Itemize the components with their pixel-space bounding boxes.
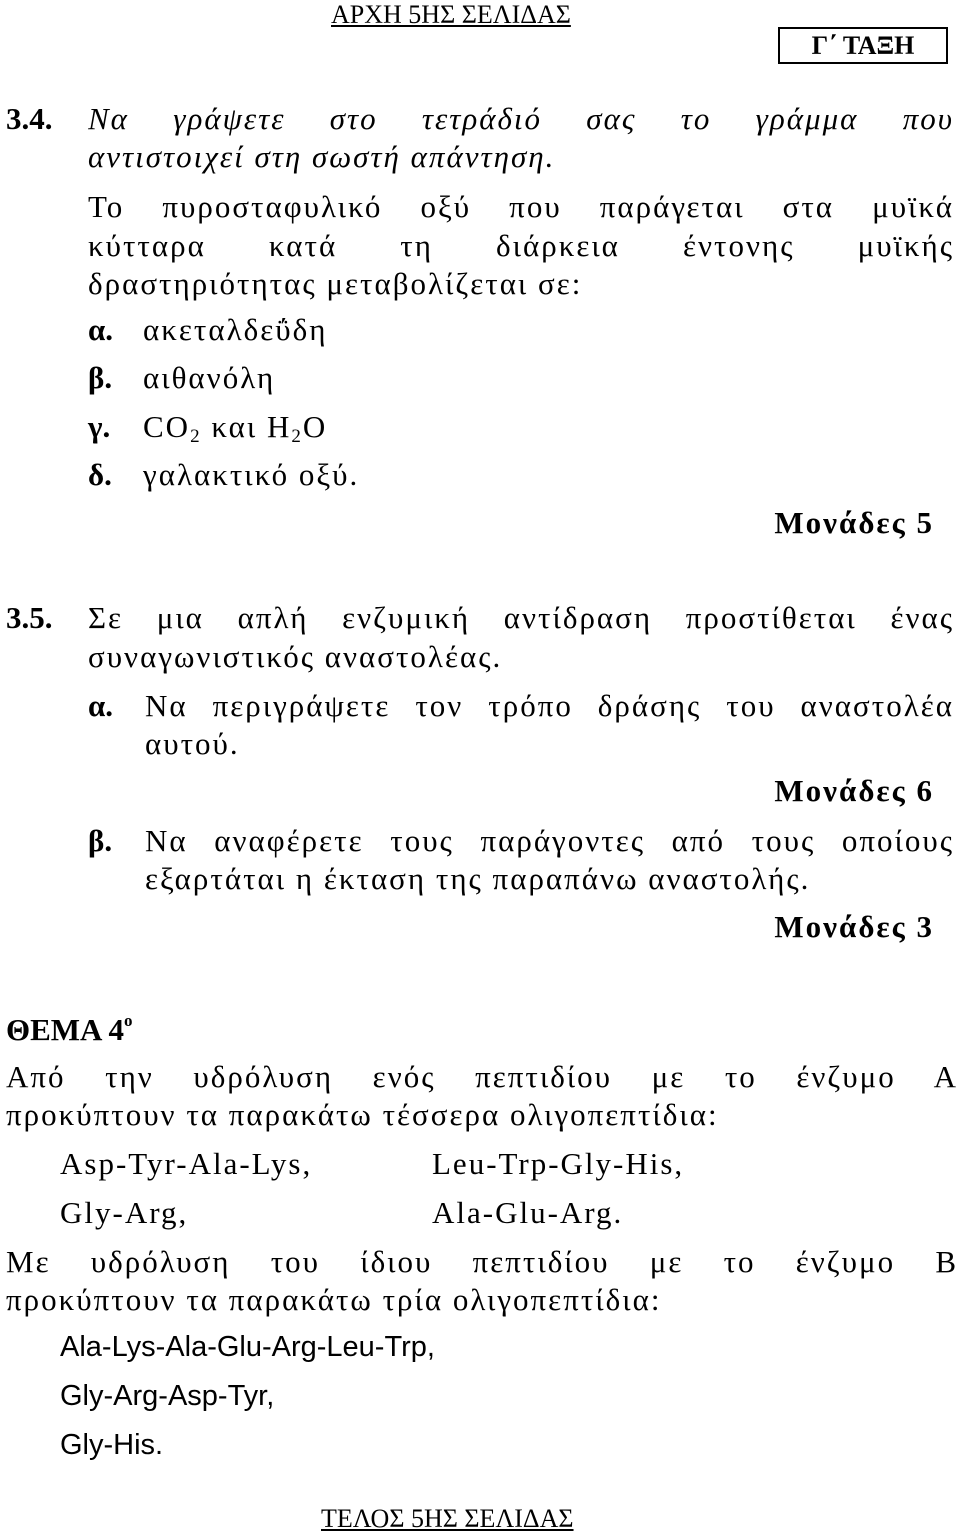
question-3-5-b-line2: εξαρτάται η έκταση της παραπάνω αναστολής. <box>145 861 811 896</box>
peptide-a-2: Leu-Trp-Gly-His, <box>432 1146 685 1181</box>
option-text-a: ακεταλδεΰδη <box>143 312 328 347</box>
question-3-5-stem-line2: συναγωνιστικός αναστολέας. <box>88 639 503 674</box>
question-3-4-number: 3.4. <box>6 101 53 136</box>
peptide-a-1: Asp-Tyr-Ala-Lys, <box>60 1146 313 1181</box>
peptide-a-4: Ala-Glu-Arg. <box>432 1195 624 1230</box>
formula-co-subscript: 2 <box>190 426 202 447</box>
page-end-footer: ΤΕΛΟΣ 5ΗΣ ΣΕΛΙΔΑΣ <box>321 1504 574 1533</box>
theme-4-title: ΘΕΜΑ 4 <box>6 1012 124 1047</box>
peptide-b-3: Gly-His. <box>60 1429 164 1461</box>
question-3-4-points: Μονάδες 5 <box>774 505 934 540</box>
peptide-b-2: Gly-Arg-Asp-Tyr, <box>60 1380 275 1412</box>
option-letter-c: γ. <box>88 409 111 444</box>
theme-4-heading <box>6 1011 132 1048</box>
formula-and-h: και Η <box>201 409 292 444</box>
question-3-5-stem-line1: Σε μια απλή ενζυμική αντίδραση προστίθεται ένας <box>88 600 954 635</box>
peptide-a-3: Gly-Arg, <box>60 1195 189 1230</box>
theme-4-paragraph1-line1: Από την υδρόλυση ενός πεπτιδίου με το ένζυμο Α <box>6 1059 958 1094</box>
page-start-header: ΑΡΧΗ 5ΗΣ ΣΕΛΙΔΑΣ <box>331 0 571 29</box>
theme-4-paragraph1-line2: προκύπτουν τα παρακάτω τέσσερα ολιγοπεπτίδια: <box>6 1097 719 1132</box>
question-3-4-instruction-line1: Να γράψετε στο τετράδιό σας το γράμμα που <box>88 101 954 136</box>
peptide-b-1: Ala-Lys-Ala-Glu-Arg-Leu-Trp, <box>60 1331 435 1363</box>
theme-4-paragraph2-line2: προκύπτουν τα παρακάτω τρία ολιγοπεπτίδια: <box>6 1282 662 1317</box>
question-3-5-a-points: Μονάδες 6 <box>774 773 934 808</box>
formula-o: Ο <box>302 409 328 444</box>
question-3-5-b-letter: β. <box>88 823 113 858</box>
formula-h-subscript: 2 <box>291 426 303 447</box>
question-3-4-stem-line1: Το πυροσταφυλικό οξύ που παράγεται στα μυϊκά <box>88 189 954 224</box>
question-3-5-number: 3.5. <box>6 600 53 635</box>
formula-co: CO <box>143 409 191 444</box>
theme-4-superscript: ο <box>123 1011 133 1030</box>
question-3-5-a-line2: αυτού. <box>145 726 240 761</box>
option-text-d: γαλακτικό οξύ. <box>143 457 360 492</box>
option-text-b: αιθανόλη <box>143 360 276 395</box>
option-letter-a: α. <box>88 312 114 347</box>
option-letter-d: δ. <box>88 457 112 492</box>
class-label-box: Γ΄ ΤΑΞΗ <box>778 27 948 64</box>
theme-4-paragraph2-line1: Με υδρόλυση του ίδιου πεπτιδίου με το ένζυμο Β <box>6 1244 958 1279</box>
option-letter-b: β. <box>88 360 113 395</box>
question-3-4-instruction-line2: αντιστοιχεί στη σωστή απάντηση. <box>88 139 556 174</box>
question-3-5-a-line1: Να περιγράψετε τον τρόπο δράσης του αναστολέα <box>145 688 954 723</box>
question-3-5-b-points: Μονάδες 3 <box>774 909 934 944</box>
question-3-4-stem-line2: κύτταρα κατά τη διάρκεια έντονης μυϊκής <box>88 228 954 263</box>
question-3-5-b-line1: Να αναφέρετε τους παράγοντες από τους οποίους <box>145 823 954 858</box>
option-text-c <box>143 409 327 448</box>
question-3-4-stem-line3: δραστηριότητας μεταβολίζεται σε: <box>88 266 583 301</box>
question-3-5-a-letter: α. <box>88 688 114 723</box>
